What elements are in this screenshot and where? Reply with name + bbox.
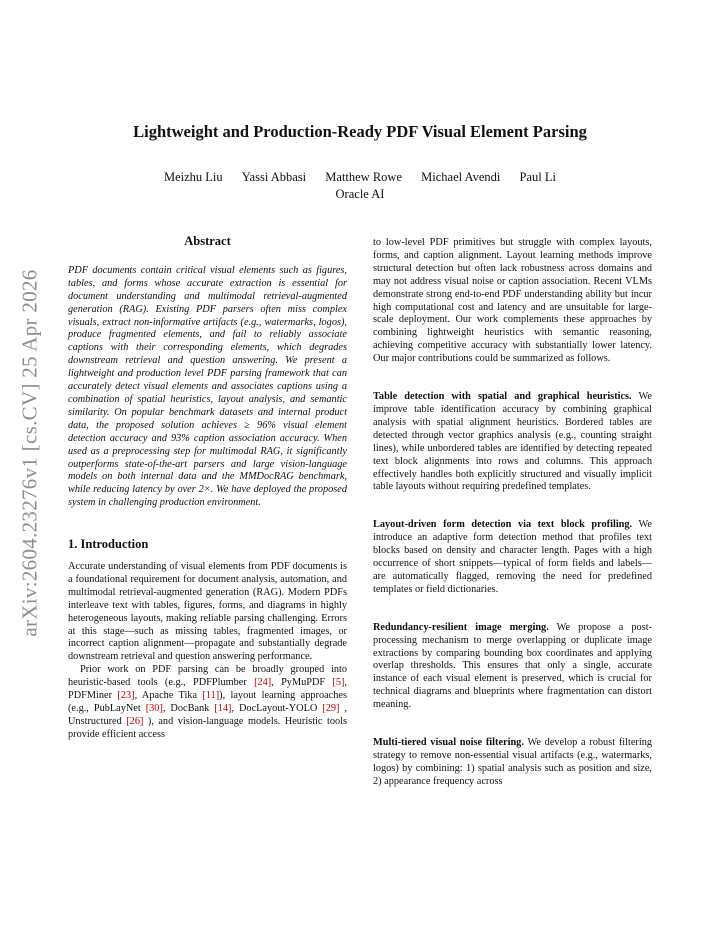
author: Michael Avendi (421, 170, 501, 184)
citation-link[interactable]: [14] (214, 703, 232, 714)
citation-link[interactable]: [30] (145, 703, 163, 714)
citation-link[interactable]: [11] (202, 690, 220, 702)
citation-link[interactable]: [5] (332, 677, 345, 689)
contribution-heading: Layout-driven form detection via text block profiling. (373, 519, 633, 531)
section-heading-introduction: 1. Introduction (68, 537, 149, 552)
left-column (68, 235, 347, 742)
author: Yassi Abbasi (241, 170, 307, 184)
intro-paragraph-2: Prior work on PDF parsing can be broadly grouped into heuristic-based tools (e.g., PDFPlumber [24], PyMuPDF [5], PDFMiner [23], Apache Tika [11]), layout learning approaches (e.g., PubLayNet [30], DocBank [14], DocLayout-YOLO [29] , Unstructured [26] ), and vision-language models. Heuristic tools provide efficient access (68, 664, 348, 740)
arxiv-identifier: arXiv:2604.23276v1 [cs.CV] 25 Apr 2026 (17, 269, 42, 637)
citation-link[interactable]: [23] (117, 690, 135, 702)
contribution-image-merging: Redundancy-resilient image merging. We propose a post-processing mechanism to merge overlapping or duplicate image extractions by comparing bounding box coordinates and applying overlap thresholds. This ensures that only a single, accurate instance of each visual element is preserved, which is crucial for technical diagrams and blueprints where fragmentation can distort meaning. (373, 621, 652, 711)
abstract-heading: Abstract (184, 234, 231, 248)
intro-paragraph-1: Accurate understanding of visual elements from PDF documents is a foundational requirement for document analysis, automation, and multimodal retrieval-augmented generation (RAG). Modern PDFs interleave text with tables, figures, forms, and diagrams in highly heterogeneous layouts, making reliable parsing challenging. Errors at this stage—such as missing tables, fragmented images, or incorrect caption alignment—propagate and substantially degrade downstream retrieval and question answering performance. (68, 561, 347, 663)
intro-paragraph-continued: to low-level PDF primitives but struggle with complex layouts, forms, and caption alignment. Layout learning methods improve structural detection but often lack robustness across domains and may not address visual noise or caption association. Recent VLMs demonstrate strong end-to-end PDF understanding ability but incur high computational cost and latency and are unsuitable for large-scale deployment. Our work complements these approaches by combining lightweight heuristics with semantic reasoning, achieving competitive accuracy with substantially lower latency. Our major contributions could be summarized as follows. (373, 237, 652, 365)
citation-link[interactable]: [29] (322, 703, 340, 714)
author: Matthew Rowe (325, 170, 403, 184)
right-column (373, 237, 652, 789)
affiliation: Oracle AI (335, 187, 385, 201)
contribution-table-detection: Table detection with spatial and graphical heuristics. We improve table identification accuracy by combining graphical analysis with spatial alignment heuristics. Bordered tables are detected through vector graphics analysis (e.g., counting straight lines), while unbordered tables are identified by detecting repeated text block alignments into rows and columns. This approach effectively handles both explicitly structured and visually implicit table layouts without requiring predefined templates. (373, 391, 652, 493)
author-list (0, 170, 720, 185)
arxiv-identifier-sidebar (10, 258, 50, 648)
contribution-form-detection: Layout-driven form detection via text block profiling. We introduce an adaptive form detection method that profiles text blocks based on density and character length. Pages with a high occurrence of short snippets—typical of form fields and labels—are automatically flagged, removing the need for predefined templates or field dictionaries. (373, 519, 652, 595)
author: Paul Li (519, 170, 556, 184)
contribution-heading: Multi-tiered visual noise filtering. (373, 737, 524, 749)
abstract-text: PDF documents contain critical visual elements such as figures, tables, and forms whose accurate extraction is essential for document understanding and multimodal retrieval-augmented generation (RAG). Existing PDF parsers often miss complex visuals, extract non-informative artifacts (e.g., watermarks, logos), produce fragmented elements, and fail to reliably associate captions with their corresponding elements, which degrades downstream retrieval and question answering. We present a lightweight and production level PDF parsing framework that can accurately detect visual elements and associates captions using a combination of spatial heuristics, layout analysis, and semantic similarity. On popular benchmark datasets and internal product data, the proposed solution achieves ≥ 96% visual element detection accuracy and 93% caption association accuracy. When used as a preprocessing step for multimodal RAG, it significantly outperforms state-of-the-art parsers and large vision-language models on both internal data and the MMDocRAG benchmark, while reducing latency by over 2×. We have deployed the proposed system in challenging production environment. (68, 264, 347, 509)
contribution-heading: Redundancy-resilient image merging. (373, 621, 549, 633)
author: Meizhu Liu (163, 170, 223, 184)
contribution-noise-filtering: Multi-tiered visual noise filtering. We develop a robust filtering strategy to remove non-essential visual artifacts (e.g., watermarks, logos) by combining: 1) spatial analysis such as position and size, 2) appearance frequency across (373, 737, 652, 787)
citation-link[interactable]: [24] (254, 677, 272, 689)
citation-link[interactable]: [26] (126, 715, 144, 727)
paper-title: Lightweight and Production-Ready PDF Visual Element Parsing (133, 122, 587, 141)
contribution-heading: Table detection with spatial and graphical heuristics. (373, 391, 632, 403)
